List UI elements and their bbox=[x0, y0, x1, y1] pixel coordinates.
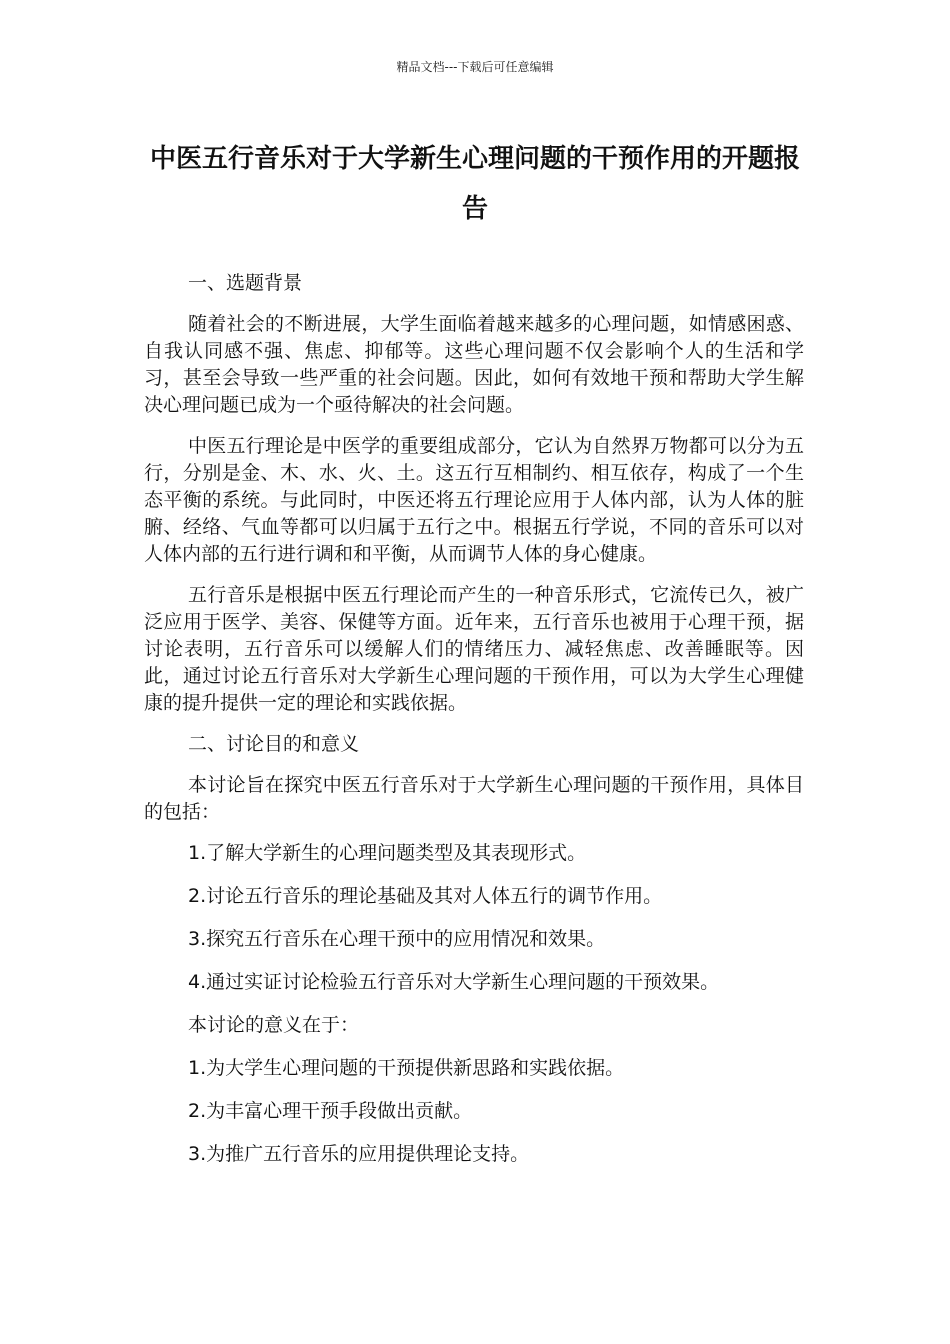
page-header-note: 精品文档---下载后可任意编辑 bbox=[396, 60, 554, 74]
significance-item-2: 2.为丰富心理干预手段做出贡献。 bbox=[188, 1100, 473, 1122]
goal-item-2: 2.讨论五行音乐的理论基础及其对人体五行的调节作用。 bbox=[188, 885, 663, 907]
document-title: 中医五行音乐对于大学新生心理问题的干预作用的开题报告 bbox=[149, 144, 800, 224]
significance-intro: 本讨论的意义在于： bbox=[188, 1014, 360, 1036]
section-heading-purpose: 二、讨论目的和意义 bbox=[188, 733, 360, 755]
goal-item-4: 4.通过实证讨论检验五行音乐对大学新生心理问题的干预效果。 bbox=[188, 971, 720, 993]
background-paragraph-2: 中医五行理论是中医学的重要组成部分，它认为自然界万物都可以分为五行，分别是金、木、水、火、土。这五行互相制约、相互依存，构成了一个生态平衡的系统。与此同时，中医还将五行理论应用于人体内部，认为人体的脏腑、经络、气血等都可以归属于五行之中。根据五行学说，不同的音乐可以对人体内部的五行进行调和和平衡，从而调节人体的身心健康。 bbox=[144, 435, 804, 565]
significance-item-1: 1.为大学生心理问题的干预提供新思路和实践依据。 bbox=[188, 1057, 625, 1079]
significance-item-3: 3.为推广五行音乐的应用提供理论支持。 bbox=[188, 1143, 530, 1165]
purpose-intro: 本讨论旨在探究中医五行音乐对于大学新生心理问题的干预作用，具体目的包括： bbox=[144, 774, 804, 823]
document-body bbox=[144, 270, 804, 1184]
background-paragraph-1: 随着社会的不断进展，大学生面临着越来越多的心理问题，如情感困惑、自我认同感不强、焦虑、抑郁等。这些心理问题不仅会影响个人的生活和学习，甚至会导致一些严重的社会问题。因此，如何有效地干预和帮助大学生解决心理问题已成为一个亟待解决的社会问题。 bbox=[144, 313, 804, 416]
goal-item-3: 3.探究五行音乐在心理干预中的应用情况和效果。 bbox=[188, 928, 606, 950]
section-heading-background: 一、选题背景 bbox=[188, 272, 303, 294]
goal-item-1: 1.了解大学新生的心理问题类型及其表现形式。 bbox=[188, 842, 587, 864]
background-paragraph-3: 五行音乐是根据中医五行理论而产生的一种音乐形式，它流传已久，被广泛应用于医学、美容、保健等方面。近年来，五行音乐也被用于心理干预，据讨论表明，五行音乐可以缓解人们的情绪压力、减轻焦虑、改善睡眠等。因此，通过讨论五行音乐对大学新生心理问题的干预作用，可以为大学生心理健康的提升提供一定的理论和实践依据。 bbox=[144, 584, 804, 714]
